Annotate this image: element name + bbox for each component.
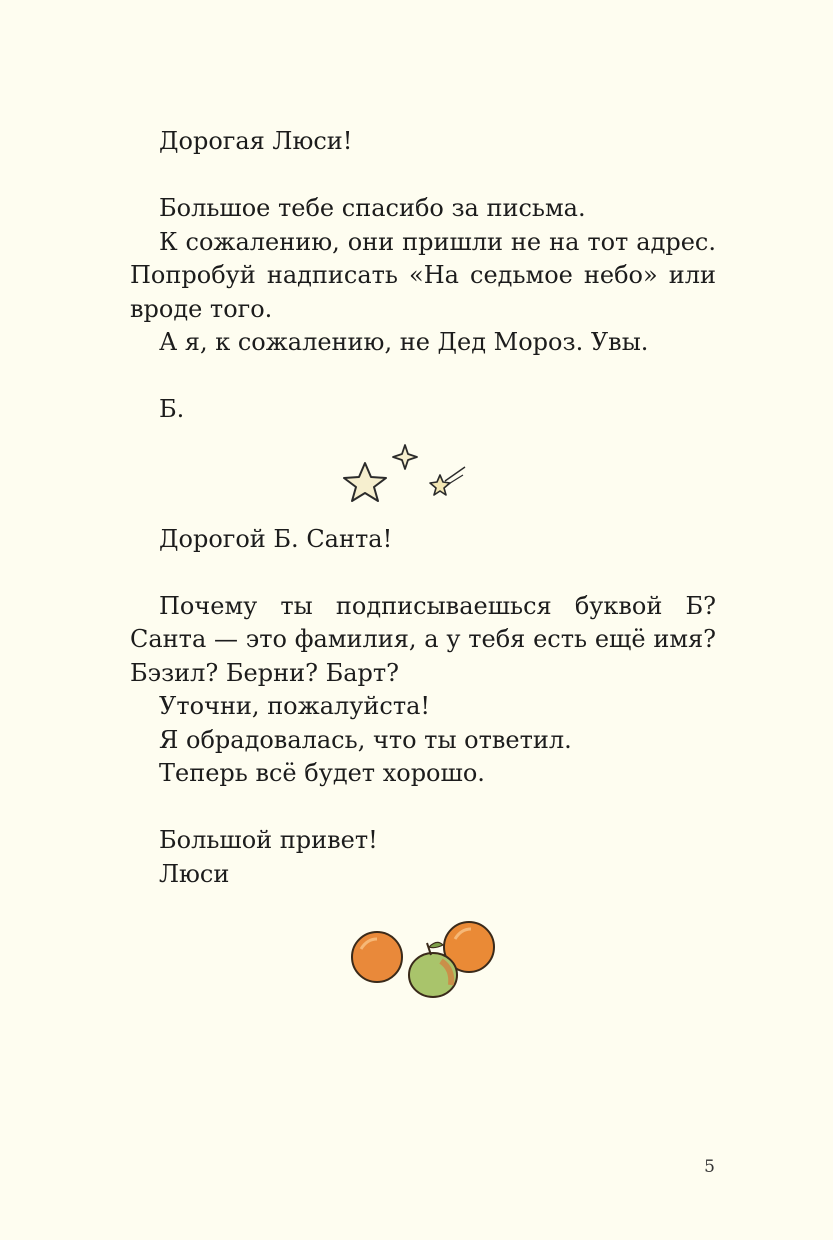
page-number: 5 xyxy=(704,1157,715,1177)
spacer xyxy=(130,556,716,590)
letter2-paragraph-2: Уточни, пожалуйста! xyxy=(159,692,431,720)
spacer xyxy=(130,791,716,825)
spacer xyxy=(130,159,716,193)
letter2-paragraph-3: Я обрадовалась, что ты ответил. xyxy=(159,725,572,754)
letter1-signature: Б. xyxy=(159,395,185,423)
page-text xyxy=(130,125,716,1021)
letter2-paragraph-4: Теперь всё будет хорошо. xyxy=(159,759,485,787)
stars-icon xyxy=(325,441,475,511)
letter2-paragraph-1: Почему ты подписываешься буквой Б? Санта — это фамилия, а у тебя есть ещё имя? Бэзил? Берни? Барт? xyxy=(130,591,716,687)
fruit-icon xyxy=(345,909,505,1009)
letter1-paragraph-1: Большое тебе спасибо за письма. xyxy=(159,194,586,222)
letter2-signature: Люси xyxy=(159,859,230,888)
letter2-closing: Большой привет! xyxy=(159,826,378,854)
spacer xyxy=(130,360,716,394)
letter1-paragraph-2: К сожалению, они пришли не на тот адрес. Попробуй надписать «На седьмое небо» или вроде того. xyxy=(130,227,716,323)
letter1-greeting: Дорогая Люси! xyxy=(159,127,353,155)
letter2-greeting: Дорогой Б. Санта! xyxy=(159,524,393,553)
letter1-paragraph-3: А я, к сожалению, не Дед Мороз. Увы. xyxy=(159,328,649,356)
stars-ornament xyxy=(130,427,716,523)
fruit-ornament xyxy=(130,891,716,1021)
